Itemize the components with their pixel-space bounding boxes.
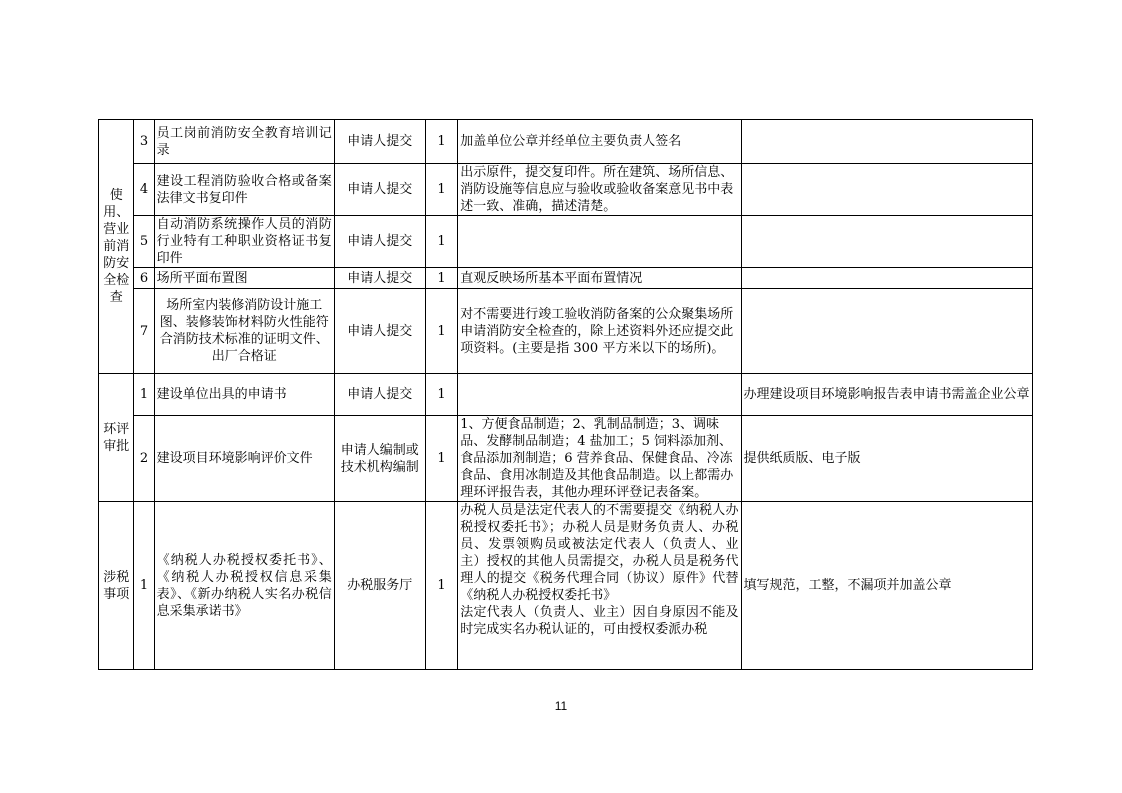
material-source: 申请人编制或技术机构编制: [334, 416, 425, 502]
material-quantity: 1: [425, 416, 457, 502]
material-quantity: 1: [425, 164, 457, 216]
material-note: [741, 120, 1032, 164]
row-number: 7: [134, 289, 154, 374]
table-row: [99, 374, 1033, 416]
row-number: 3: [134, 120, 154, 164]
table-row: [99, 268, 1033, 289]
material-quantity: 1: [425, 120, 457, 164]
material-note: 填写规范，工整，不漏项并加盖公章: [741, 502, 1032, 670]
row-number: 4: [134, 164, 154, 216]
material-name: 场所室内装修消防设计施工图、装修装饰材料防火性能符合消防技术标准的证明文件、出厂合格证: [154, 289, 334, 374]
row-number: 5: [134, 216, 154, 268]
material-note: [741, 164, 1032, 216]
material-requirement: 1、方便食品制造；2、乳制品制造；3、调味品、发酵制品制造；4 盐加工；5 饲料添加剂、食品添加剂制造；6 营养食品、保健食品、冷冻食品、食用冰制造及其他食品制造。以上都需办理环评报告表，其他办理环评登记表备案。: [458, 416, 741, 502]
material-source: 办税服务厅: [334, 502, 425, 670]
material-quantity: 1: [425, 268, 457, 289]
table-row: [99, 502, 1033, 670]
material-note: 提供纸质版、电子版: [741, 416, 1032, 502]
material-name: 员工岗前消防安全教育培训记录: [154, 120, 334, 164]
row-number: 6: [134, 268, 154, 289]
row-number: 1: [134, 502, 154, 670]
page-number: 11: [554, 699, 568, 713]
material-name: 建设单位出具的申请书: [154, 374, 334, 416]
material-note: 办理建设项目环境影响报告表申请书需盖企业公章: [741, 374, 1032, 416]
row-number: 2: [134, 416, 154, 502]
material-name: 建设工程消防验收合格或备案法律文书复印件: [154, 164, 334, 216]
row-number: 1: [134, 374, 154, 416]
section-title-fire-safety: 使 用、 营业 前消 防安 全检 查: [99, 120, 134, 374]
section-title-environment: 环评 审批: [99, 374, 134, 502]
material-requirement: [458, 374, 741, 416]
material-name: 自动消防系统操作人员的消防行业特有工种职业资格证书复印件: [154, 216, 334, 268]
material-quantity: 1: [425, 216, 457, 268]
material-note: [741, 289, 1032, 374]
material-quantity: 1: [425, 502, 457, 670]
table-row: [99, 120, 1033, 164]
table-row: [99, 216, 1033, 268]
material-source: 申请人提交: [334, 120, 425, 164]
material-name: 建设项目环境影响评价文件: [154, 416, 334, 502]
material-source: 申请人提交: [334, 289, 425, 374]
material-requirement: 直观反映场所基本平面布置情况: [458, 268, 741, 289]
material-note: [741, 216, 1032, 268]
material-source: 申请人提交: [334, 374, 425, 416]
material-source: 申请人提交: [334, 268, 425, 289]
material-quantity: 1: [425, 374, 457, 416]
material-source: 申请人提交: [334, 216, 425, 268]
section-title-tax: 涉税 事项: [99, 502, 134, 670]
material-requirement: 加盖单位公章并经单位主要负责人签名: [458, 120, 741, 164]
material-requirement: 办税人员是法定代表人的不需要提交《纳税人办税授权委托书》；办税人员是财务负责人、办税员、发票领购员或被法定代表人（负责人、业主）授权的其他人员需提交，办税人员是税务代理人的提交《税务代理合同（协议）原件》代替《纳税人办税授权委托书》 法定代表人（负责人、业主）因自身原因不能及时完成实名办税认证的，可由授权委派办税: [458, 502, 741, 670]
material-requirement: [458, 216, 741, 268]
material-requirement: 出示原件，提交复印件。所在建筑、场所信息、消防设施等信息应与验收或验收备案意见书中表述一致、准确，描述清楚。: [458, 164, 741, 216]
table-row: [99, 416, 1033, 502]
material-name: 《纳税人办税授权委托书》、《纳税人办税授权信息采集表》、《新办纳税人实名办税信息采集承诺书》: [154, 502, 334, 670]
table-row: [99, 289, 1033, 374]
material-name: 场所平面布置图: [154, 268, 334, 289]
table-row: [99, 164, 1033, 216]
material-note: [741, 268, 1032, 289]
material-requirement: 对不需要进行竣工验收消防备案的公众聚集场所申请消防安全检查的，除上述资料外还应提交此项资料。(主要是指 300 平方米以下的场所)。: [458, 289, 741, 374]
requirements-table: [98, 119, 1033, 670]
material-quantity: 1: [425, 289, 457, 374]
material-source: 申请人提交: [334, 164, 425, 216]
